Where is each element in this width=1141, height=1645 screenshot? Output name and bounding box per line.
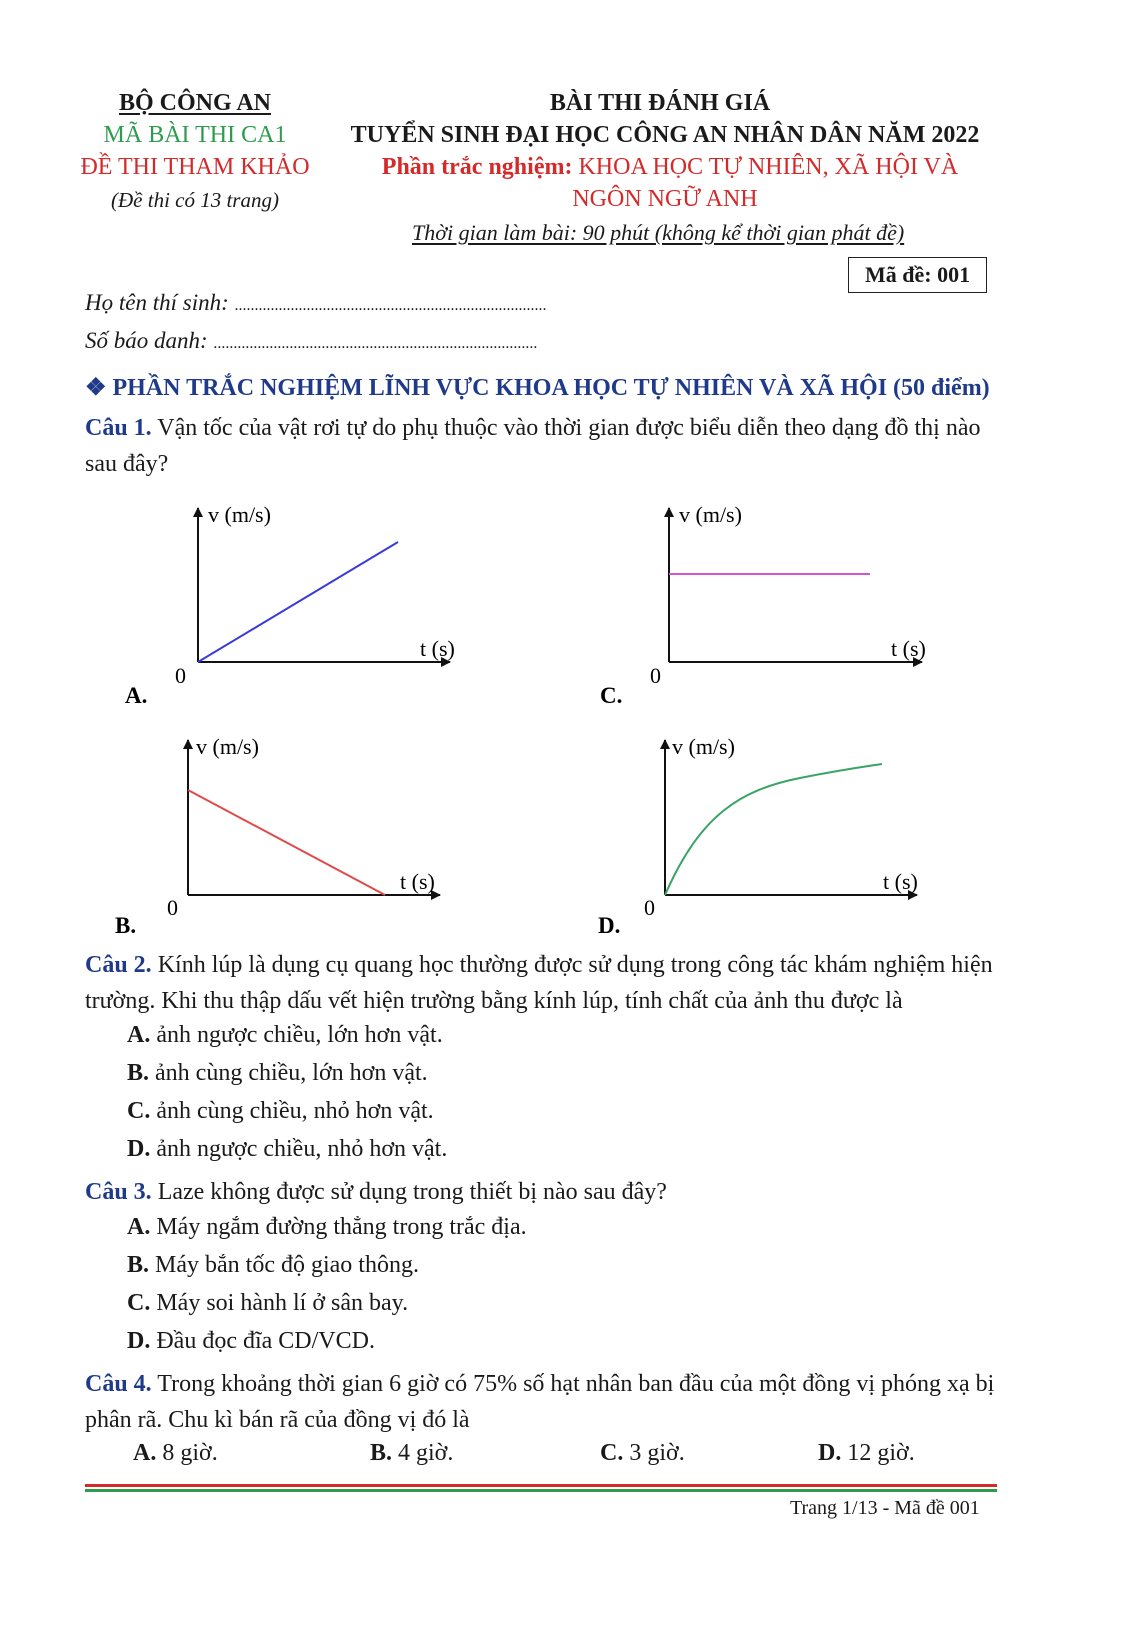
question-2-text: Kính lúp là dụng cụ quang học thường được sử dụng trong công tác khám nghiệm hiện trường. Khi thu thập dấu vết hiện trường bằng kính lúp, tính chất của ảnh thu được là — [85, 952, 993, 1014]
part-subject-cont: NGÔN NGỮ ANH — [572, 186, 758, 212]
exam-type: ĐỀ THI THAM KHẢO — [80, 154, 310, 180]
q2-option-b-text: ảnh cùng chiều, lớn hơn vật. — [155, 1060, 428, 1086]
graph-c-ylabel: v (m/s) — [679, 502, 742, 527]
q4-option-c-letter: C. — [600, 1440, 624, 1466]
graph-a-ylabel: v (m/s) — [208, 502, 271, 527]
q4-option-c[interactable] — [600, 1440, 685, 1467]
graph-b-origin: 0 — [167, 895, 178, 920]
question-3 — [85, 1174, 997, 1210]
section-title: PHẦN TRẮC NGHIỆM LĨNH VỰC KHOA HỌC TỰ NHIÊN VÀ XÃ HỘI (50 điểm) — [112, 375, 990, 401]
graph-a-origin: 0 — [175, 663, 186, 688]
pages-note: (Đề thi có 13 trang) — [111, 188, 279, 212]
q3-option-d[interactable] — [127, 1328, 375, 1355]
q2-option-a-letter: A. — [127, 1022, 151, 1048]
candidate-id-dots: ................................................................................. — [213, 335, 538, 352]
graph-c-xlabel: t (s) — [891, 636, 926, 661]
graph-c-origin: 0 — [650, 663, 661, 688]
graph-b-line — [188, 790, 385, 895]
graph-a-line — [198, 542, 398, 662]
q2-option-a-text: ảnh ngược chiều, lớn hơn vật. — [156, 1022, 443, 1048]
exam-code: MÃ BÀI THI CA1 — [103, 122, 287, 148]
question-3-text: Laze không được sử dụng trong thiết bị nào sau đây? — [157, 1179, 667, 1205]
graph-d-ylabel: v (m/s) — [672, 734, 735, 759]
q4-option-b-text: 4 giờ. — [398, 1440, 454, 1466]
graph-b-ylabel: v (m/s) — [196, 734, 259, 759]
q3-option-d-text: Đầu đọc đĩa CD/VCD. — [156, 1328, 375, 1354]
q3-option-c[interactable] — [127, 1290, 408, 1317]
q2-option-c-text: ảnh cùng chiều, nhỏ hơn vật. — [156, 1098, 434, 1124]
q3-option-d-letter: D. — [127, 1328, 151, 1354]
candidate-id-line — [85, 328, 537, 354]
q4-option-a-letter: A. — [133, 1440, 157, 1466]
time-limit: Thời gian làm bài: 90 phút (không kể thời gian phát đề) — [412, 220, 905, 245]
q2-option-d-text: ảnh ngược chiều, nhỏ hơn vật. — [156, 1136, 448, 1162]
q3-option-a-letter: A. — [127, 1214, 151, 1240]
graph-a — [125, 502, 455, 708]
graph-b-xlabel: t (s) — [400, 869, 435, 894]
candidate-id-label: Số báo danh: — [85, 328, 208, 353]
q2-option-a[interactable] — [127, 1022, 443, 1049]
footer-divider-red — [85, 1484, 997, 1487]
part-line — [350, 154, 990, 181]
q4-option-d[interactable] — [818, 1440, 915, 1467]
q3-option-c-text: Máy soi hành lí ở sân bay. — [156, 1290, 409, 1316]
q2-option-c[interactable] — [127, 1098, 434, 1125]
graph-d — [598, 734, 918, 938]
graph-d-origin: 0 — [644, 895, 655, 920]
candidate-name-line — [85, 290, 547, 316]
q3-option-a[interactable] — [127, 1214, 527, 1241]
graph-c-letter: C. — [600, 683, 623, 708]
question-4 — [85, 1366, 997, 1438]
footer-divider-green — [85, 1489, 997, 1492]
q4-option-d-text: 12 giờ. — [847, 1440, 915, 1466]
q3-option-b-letter: B. — [127, 1252, 150, 1278]
part-subject: KHOA HỌC TỰ NHIÊN, XÃ HỘI VÀ — [578, 154, 959, 180]
q3-option-c-letter: C. — [127, 1290, 151, 1316]
question-1-text: Vận tốc của vật rơi tự do phụ thuộc vào thời gian được biểu diễn theo dạng đồ thị nào sau đây? — [85, 415, 981, 477]
q3-option-b[interactable] — [127, 1252, 419, 1279]
ministry-name: BỘ CÔNG AN — [118, 90, 271, 116]
q4-option-c-text: 3 giờ. — [629, 1440, 685, 1466]
q2-option-d[interactable] — [127, 1136, 447, 1163]
question-2-label: Câu 2. — [85, 952, 152, 978]
question-3-label: Câu 3. — [85, 1179, 152, 1205]
exam-subtitle: TUYỂN SINH ĐẠI HỌC CÔNG AN NHÂN DÂN NĂM 2022 — [350, 122, 980, 148]
q2-option-b-letter: B. — [127, 1060, 150, 1086]
candidate-name-dots: .............................................................................. — [234, 297, 547, 314]
graph-b-letter: B. — [115, 913, 137, 938]
q4-option-d-letter: D. — [818, 1440, 842, 1466]
section-title-line — [85, 373, 990, 402]
q4-option-b-letter: B. — [370, 1440, 393, 1466]
question-1-label: Câu 1. — [85, 415, 152, 441]
exam-code-box: Mã đề: 001 — [848, 257, 987, 293]
q2-option-c-letter: C. — [127, 1098, 151, 1124]
q4-option-a-text: 8 giờ. — [162, 1440, 218, 1466]
q2-option-d-letter: D. — [127, 1136, 151, 1162]
q4-option-b[interactable] — [370, 1440, 453, 1467]
exam-title: BÀI THI ĐÁNH GIÁ — [549, 90, 771, 116]
q2-option-b[interactable] — [127, 1060, 428, 1087]
graph-c — [600, 502, 926, 708]
graph-d-letter: D. — [598, 913, 621, 938]
candidate-name-label: Họ tên thí sinh: — [85, 290, 229, 315]
question-4-text: Trong khoảng thời gian 6 giờ có 75% số hạt nhân ban đầu của một đồng vị phóng xạ bị phân rã. Chu kì bán rã của đồng vị đó là — [85, 1371, 995, 1433]
graph-d-xlabel: t (s) — [883, 869, 918, 894]
q3-option-b-text: Máy bắn tốc độ giao thông. — [155, 1252, 419, 1278]
q1-graphs — [0, 490, 1141, 940]
graph-b — [115, 734, 440, 938]
question-2 — [85, 947, 997, 1019]
graph-a-letter: A. — [125, 683, 148, 708]
question-1 — [85, 410, 995, 482]
diamond-bullet-icon: ❖ — [85, 375, 107, 401]
part-label: Phần trắc nghiệm: — [381, 154, 573, 180]
q4-option-a[interactable] — [133, 1440, 218, 1467]
question-4-label: Câu 4. — [85, 1371, 152, 1397]
graph-d-curve — [665, 764, 882, 895]
graph-a-xlabel: t (s) — [420, 636, 455, 661]
page-footer: Trang 1/13 - Mã đề 001 — [790, 1497, 980, 1519]
q3-option-a-text: Máy ngắm đường thẳng trong trắc địa. — [156, 1214, 527, 1240]
